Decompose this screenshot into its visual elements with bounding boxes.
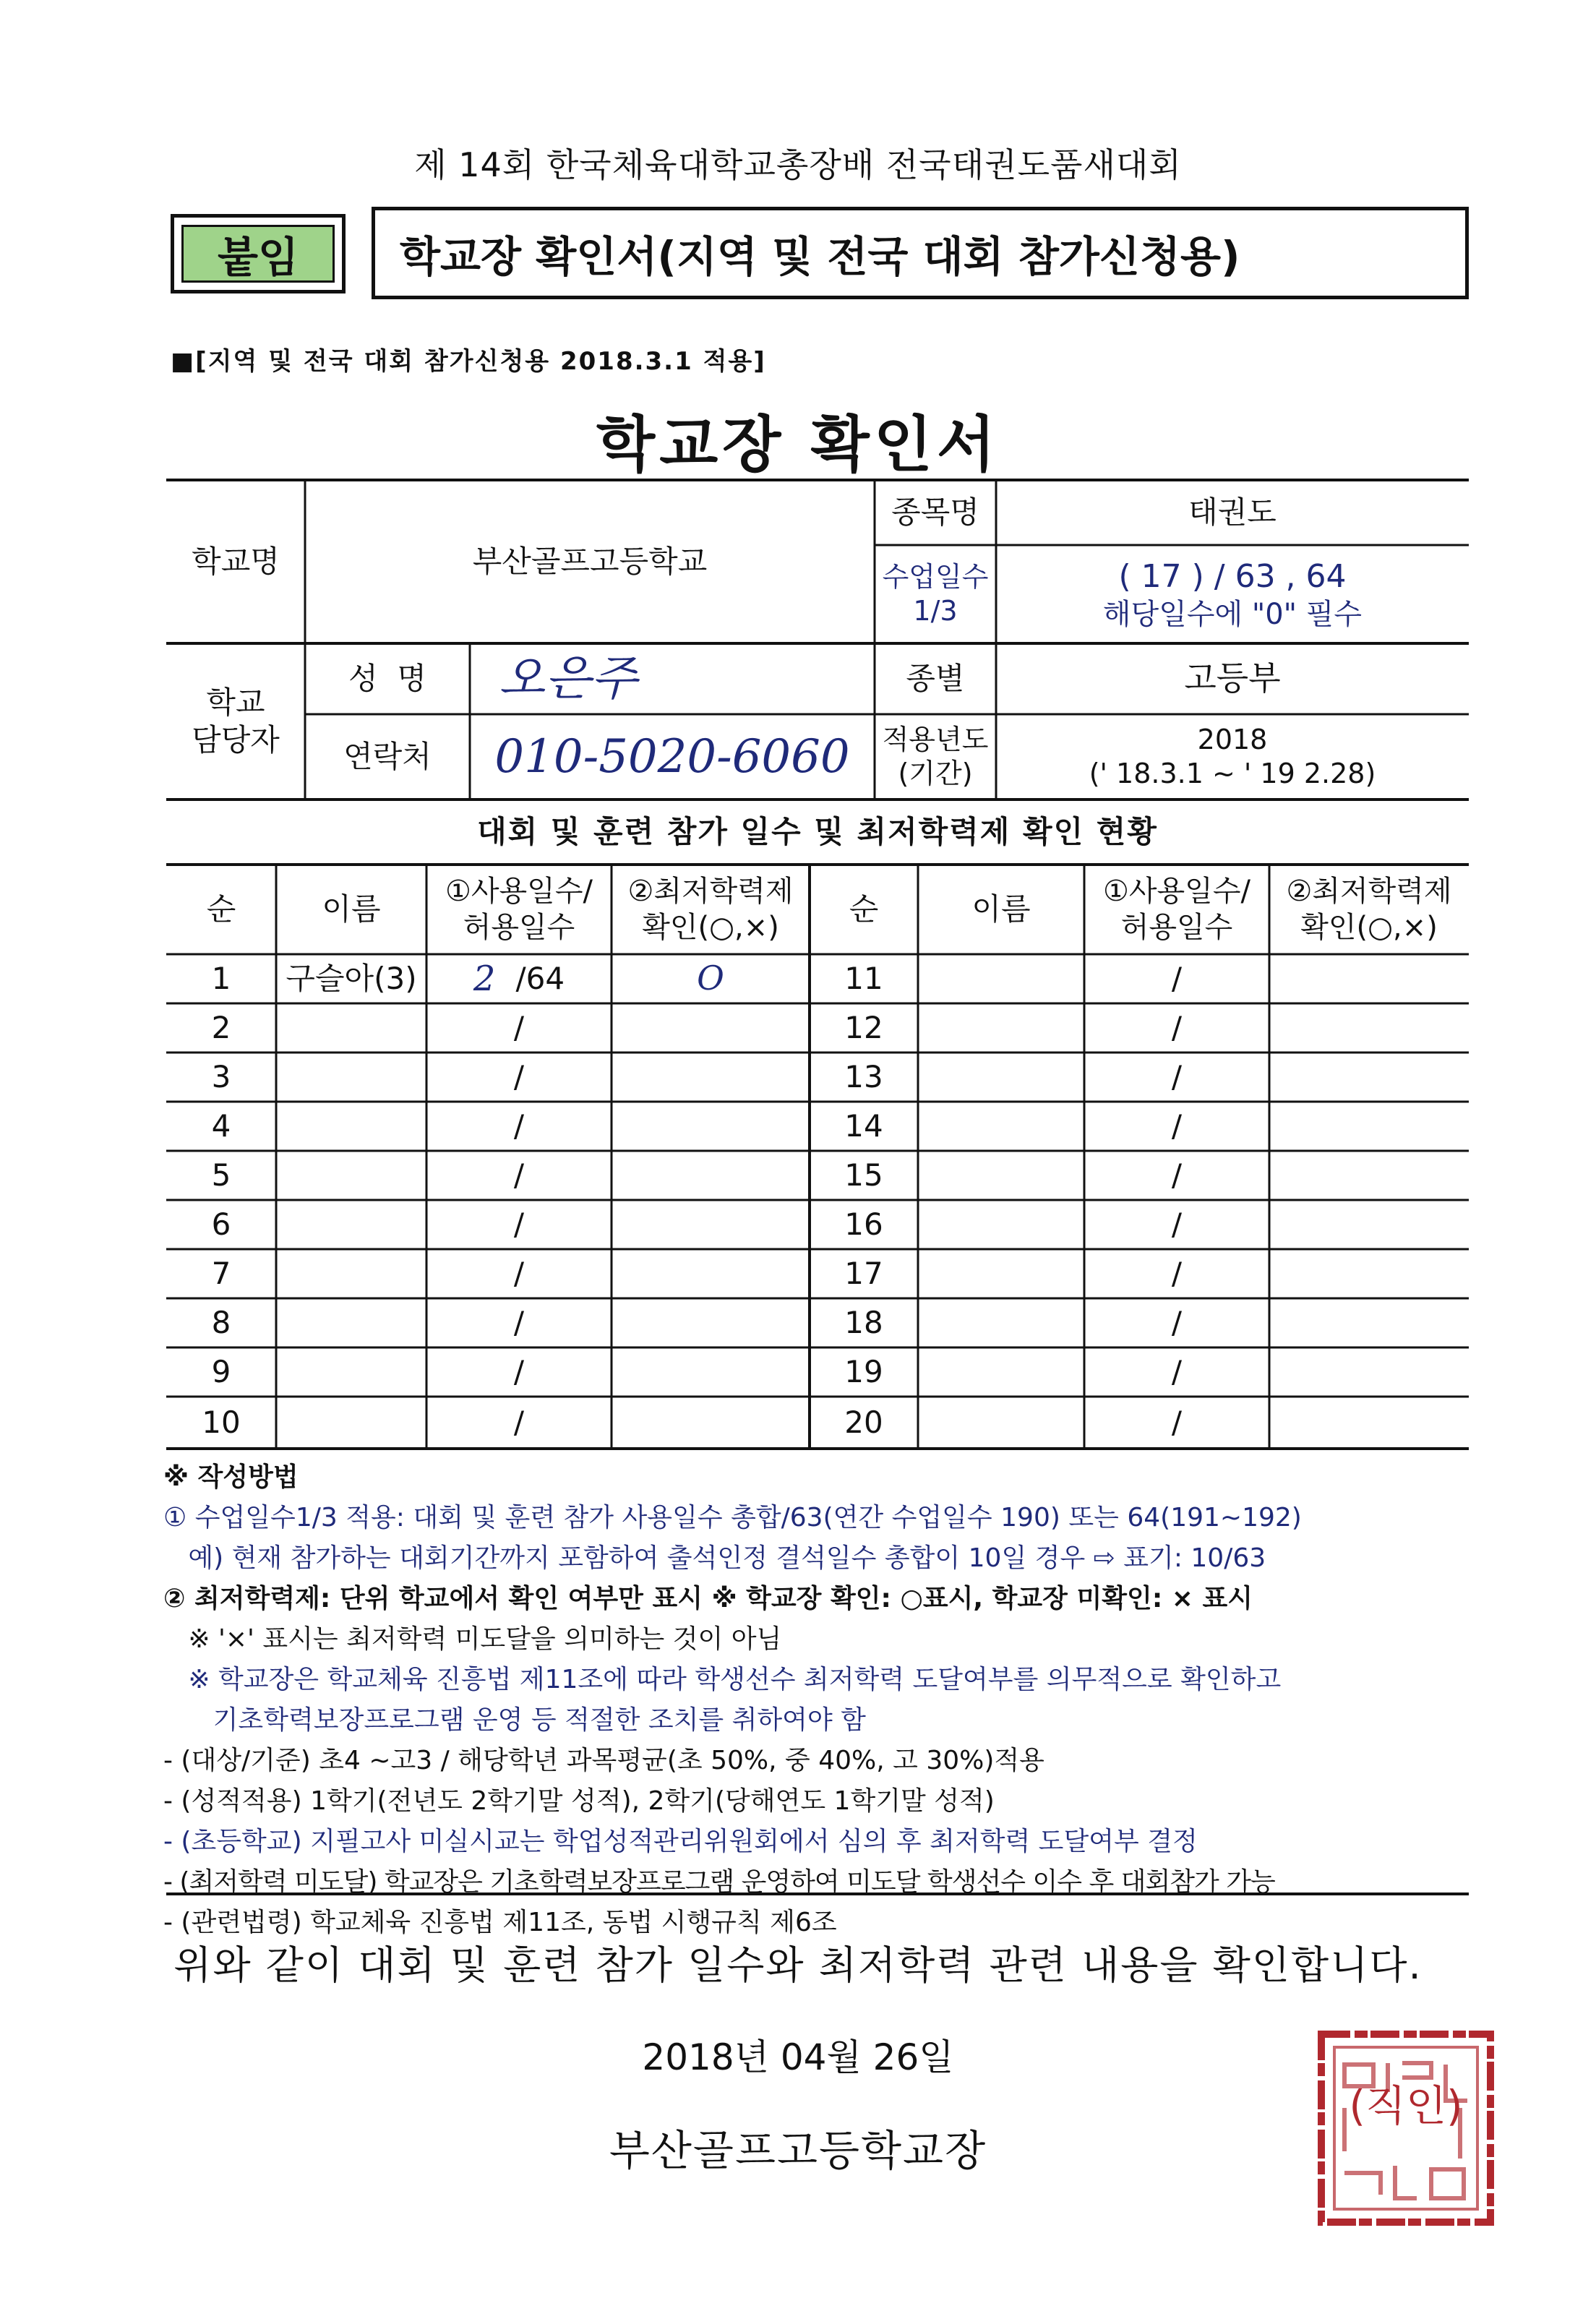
header-name-left: 이름 <box>322 891 381 927</box>
instructions-heading: ※ 작성방법 <box>163 1462 299 1492</box>
table-row-name <box>918 954 1084 1003</box>
table-row-check <box>1269 1298 1469 1347</box>
header-min-left <box>612 865 810 954</box>
table-row-check <box>612 1397 810 1449</box>
table-row-days: / <box>1171 1304 1183 1340</box>
table-row-check <box>1269 1200 1469 1249</box>
header-min-right <box>1269 865 1469 954</box>
table-row-check <box>1269 1003 1469 1053</box>
header-min-left-line2: 확인(○,×) <box>642 911 779 944</box>
table-row-days: / <box>1171 1157 1183 1193</box>
instruction-line: 예) 현재 참가하는 대회기간까지 포함하여 출석인정 결석일수 총합이 10일 경우 ⇨ 표기: 10/63 <box>163 1543 1266 1573</box>
year-value-year: 2018 <box>1197 723 1268 755</box>
confirmation-statement: 위와 같이 대회 및 훈련 참가 일수와 최저학력 관련 내용을 확인합니다. <box>173 1942 1423 1988</box>
instructions <box>163 1457 1486 1943</box>
manager-label <box>166 643 305 800</box>
document-title: 학교장 확인서 <box>596 409 1000 480</box>
table-row-no: 9 <box>211 1353 231 1389</box>
table-row-name <box>918 1347 1084 1397</box>
table-row-days: / <box>513 1157 525 1193</box>
table-row-name <box>276 1397 426 1449</box>
table-row-no: 15 <box>844 1157 883 1193</box>
table-row-name <box>276 1102 426 1151</box>
table-row-days: / <box>1171 1009 1183 1045</box>
table-row-days: / <box>513 1404 525 1440</box>
year-value-period: (' 18.3.1 ~ ' 19 2.28) <box>1089 758 1376 789</box>
instruction-line: - (성적적용) 1학기(전년도 2학기말 성적), 2학기(당해연도 1학기말 성적) <box>163 1786 995 1816</box>
name-label: 성 명 <box>348 660 426 696</box>
table-row-check <box>612 1102 810 1151</box>
header-days-right <box>1084 865 1269 954</box>
manager-label-line1: 학교 <box>206 684 265 720</box>
table-row-no: 20 <box>844 1404 883 1440</box>
table-row-no: 19 <box>844 1353 883 1389</box>
header-days-left <box>426 865 612 954</box>
table-row-check <box>1269 1249 1469 1298</box>
table-row-no: 10 <box>202 1404 241 1440</box>
sport-label: 종목명 <box>891 494 979 530</box>
form-reference: ■[지역 및 전국 대회 참가신청용 2018.3.1 적용] <box>171 347 766 376</box>
table-row-days: / <box>513 1206 525 1242</box>
division-label: 종별 <box>906 660 965 696</box>
manager-label-line2: 담당자 <box>192 722 280 758</box>
table-row-name: 구슬아(3) <box>286 960 417 996</box>
instruction-line: ※ '×' 표시는 최저학력 미도달을 의미하는 것이 아님 <box>163 1624 782 1654</box>
table-row-days-allowed: /64 <box>515 960 565 996</box>
table-row-days: / <box>1171 1206 1183 1242</box>
class-days-label <box>875 545 996 643</box>
table-row-no: 4 <box>211 1107 231 1144</box>
header-name-right: 이름 <box>971 891 1031 927</box>
instruction-line: - (초등학교) 지필고사 미실시교는 학업성적관리위원회에서 심의 후 최저학력 도달여부 결정 <box>163 1827 1198 1856</box>
instruction-line: - (최저학력 미도달) 학교장은 기초학력보장프로그램 운영하여 미도달 학생선수 이수 후 대회참가 가능 <box>163 1867 1275 1897</box>
table-row-name <box>918 1053 1084 1102</box>
table-row-days: / <box>1171 1107 1183 1144</box>
table-row-days: / <box>513 1255 525 1291</box>
table-row-name <box>918 1151 1084 1200</box>
instruction-line: ① 수업일수1/3 적용: 대회 및 훈련 참가 사용일수 총합/63(연간 수업일수 190) 또는 64(191~192) <box>163 1503 1302 1533</box>
table-row-name <box>276 1200 426 1249</box>
year-value <box>996 714 1469 800</box>
header-no-left: 순 <box>206 891 236 927</box>
table-row-no: 3 <box>211 1058 231 1094</box>
table-row-no: 2 <box>211 1009 231 1045</box>
table-row-days: / <box>1171 1404 1183 1440</box>
table-row-check <box>612 1053 810 1102</box>
table-row-no: 13 <box>844 1058 883 1094</box>
table-row-check <box>1269 1151 1469 1200</box>
table-row-no: 11 <box>844 960 883 996</box>
section-title: 대회 및 훈련 참가 일수 및 최저학력제 확인 현황 <box>477 813 1158 849</box>
manager-name-handwritten: 오은주 <box>499 650 638 706</box>
table-row-no: 1 <box>211 960 231 996</box>
table-row-name <box>276 1003 426 1053</box>
table-row-days: / <box>1171 960 1183 996</box>
table-row-check <box>1269 1347 1469 1397</box>
table-row-check <box>1269 1102 1469 1151</box>
table-row-name <box>276 1347 426 1397</box>
table-row-no: 18 <box>844 1304 883 1340</box>
header-days-right-line2: 허용일수 <box>1120 911 1233 944</box>
header-days-right-line1: ①사용일수/ <box>1103 875 1250 908</box>
table-row-check: O <box>697 959 724 998</box>
table-row-no: 6 <box>211 1206 231 1242</box>
instruction-line: 기초학력보장프로그램 운영 등 적절한 조치를 취하여야 함 <box>163 1705 866 1735</box>
contact-value-handwritten: 010-5020-6060 <box>494 730 850 784</box>
event-title: 제 14회 한국체육대학교총장배 전국태권도품새대회 <box>414 145 1182 184</box>
instruction-line: - (대상/기준) 초4 ~고3 / 해당학년 과목평균(초 50%, 중 40%, 고 30%)적용 <box>163 1746 1044 1775</box>
table-row-check <box>1269 954 1469 1003</box>
table-row-check <box>1269 1397 1469 1449</box>
year-label <box>875 714 996 800</box>
header-days-left-line1: ①사용일수/ <box>445 875 593 908</box>
table-row-no: 8 <box>211 1304 231 1340</box>
table-row-days: / <box>513 1009 525 1045</box>
table-row-name <box>918 1102 1084 1151</box>
table-row-days: / <box>1171 1353 1183 1389</box>
class-days-label-line2: 1/3 <box>913 595 958 627</box>
table-row-check <box>612 1249 810 1298</box>
header-min-left-line1: ②최저학력제 <box>627 875 794 908</box>
table-row-no: 7 <box>211 1255 231 1291</box>
class-days-label-line1: 수업일수 <box>882 560 989 593</box>
table-row-days: / <box>1171 1255 1183 1291</box>
table-row-check <box>612 1003 810 1053</box>
table-row-name <box>276 1151 426 1200</box>
instruction-line: ※ 학교장은 학교체육 진흥법 제11조에 따라 학생선수 최저학력 도달여부를 의무적으로 확인하고 <box>163 1665 1282 1694</box>
sport-value: 태권도 <box>1188 494 1277 530</box>
header-min-right-line1: ②최저학력제 <box>1286 875 1452 908</box>
table-row-days: / <box>513 1304 525 1340</box>
principal-signature-line: 부산골프고등학교장 <box>609 2126 987 2175</box>
class-days-value <box>996 545 1469 643</box>
table-row-check <box>612 1151 810 1200</box>
year-label-line1: 적용년도 <box>882 723 989 755</box>
table-row-name <box>276 1298 426 1347</box>
table-row-days: / <box>513 1058 525 1094</box>
division-value: 고등부 <box>1184 659 1281 698</box>
header-title: 학교장 확인서(지역 및 전국 대회 참가신청용) <box>372 207 1469 299</box>
attachment-tag-label: 붙임 <box>181 225 335 283</box>
class-days-note: 해당일수에 "0" 필수 <box>1102 597 1363 631</box>
instruction-line: ② 최저학력제: 단위 학교에서 확인 여부만 표시 ※ 학교장 확인: ○표시, 학교장 미확인: × 표시 <box>163 1584 1253 1613</box>
header-no-right: 순 <box>849 891 879 927</box>
table-row-days <box>426 954 612 1003</box>
class-days-fraction: ( 17 ) / 63 , 64 <box>1118 557 1347 595</box>
table-row-check <box>612 1347 810 1397</box>
table-row-no: 16 <box>844 1206 883 1242</box>
header-min-right-line2: 확인(○,×) <box>1300 911 1438 944</box>
table-row-name <box>918 1298 1084 1347</box>
seal-label: (직인) <box>1349 2081 1463 2130</box>
header-days-left-line2: 허용일수 <box>463 911 575 944</box>
table-row-days-used: 2 <box>473 959 496 999</box>
table-row-name <box>276 1053 426 1102</box>
school-value: 부산골프고등학교 <box>472 543 708 579</box>
table-row-check <box>612 1298 810 1347</box>
table-row-name <box>918 1249 1084 1298</box>
contact-label: 연락처 <box>343 738 432 774</box>
issue-date: 2018년 04월 26일 <box>642 2036 954 2078</box>
instruction-line: - (관련법령) 학교체육 진흥법 제11조, 동법 시행규칙 제6조 <box>163 1908 837 1937</box>
table-row-days: / <box>513 1107 525 1144</box>
table-row-no: 14 <box>844 1107 883 1144</box>
table-row-name <box>918 1200 1084 1249</box>
year-label-line2: (기간) <box>898 758 973 789</box>
table-row-days: / <box>1171 1058 1183 1094</box>
table-row-check <box>1269 1053 1469 1102</box>
table-row-name <box>918 1003 1084 1053</box>
table-row-no: 5 <box>211 1157 231 1193</box>
table-row-name <box>276 1249 426 1298</box>
table-row-no: 12 <box>844 1009 883 1045</box>
table-row-days: / <box>513 1353 525 1389</box>
school-label: 학교명 <box>192 543 280 579</box>
table-row-name <box>918 1397 1084 1449</box>
table-row-no: 17 <box>844 1255 883 1291</box>
table-row-check <box>612 1200 810 1249</box>
